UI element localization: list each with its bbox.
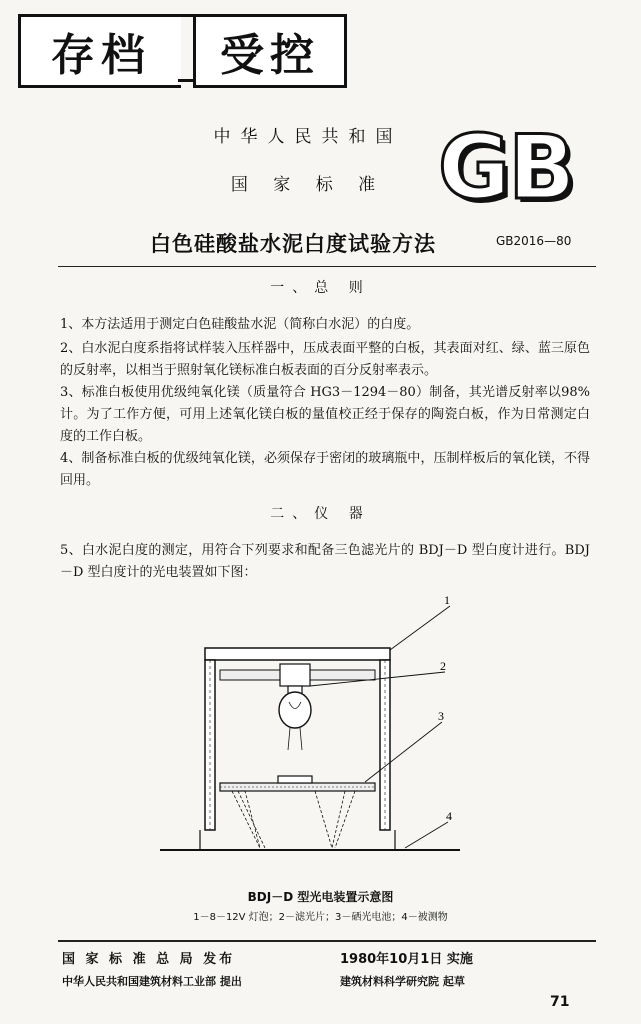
paragraph-3: 3、标准白板使用优级纯氧化镁（质量符合 HG3－1294－80）制备，其光谱反射率以98%计。为了工作方便，可用上述氧化镁白板的量值校正经于保存的陶瓷白板，作为日常测定白度的工作白板。 (60, 385, 590, 444)
figure-legend: 1－8－12V 灯泡；2－滤光片；3－硒光电池；4－被测物 (193, 912, 448, 923)
paragraph-1: 1、本方法适用于测定白色硅酸盐水泥（简称白水泥）的白度。 (60, 317, 420, 332)
standard-type: 国 家 标 准 (230, 175, 386, 195)
standard-number: GB2016—80 (496, 234, 572, 248)
photoelectric-device-diagram (150, 590, 470, 880)
paragraph-4: 4、制备标准白板的优级纯氧化镁，必须保存于密闭的玻璃瓶中，压制样板后的氧化镁，不得回用。 (60, 451, 590, 488)
label-2: 2 (440, 659, 446, 673)
stamp-divider (178, 14, 193, 82)
filter-plate (278, 776, 312, 783)
section-heading-general: 一、总 则 (270, 280, 371, 296)
figure-caption: BDJ－D 型光电装置示意图 (247, 890, 394, 904)
archive-stamp: 存档 (18, 14, 181, 88)
drafter: 建筑材料科学研究院 起草 (340, 975, 465, 988)
issue-date: 1980年10月1日 实施 (340, 952, 473, 967)
document-title: 白色硅酸盐水泥白度试验方法 (150, 232, 436, 256)
label-4: 4 (446, 809, 452, 823)
label-1: 1 (444, 593, 450, 607)
gb-logo: GB (438, 116, 574, 219)
country-name: 中华人民共和国 (213, 127, 403, 147)
paragraph-2: 2、白水泥白度系指将试样装入压样器中，压成表面平整的白板，其表面对红、绿、蓝三原色的反射率，以相当于照射氧化镁标准白板表面的百分反射率表示。 (60, 341, 590, 378)
page-number: 71 (550, 994, 570, 1010)
paragraph-5: 5、白水泥白度的测定，用符合下列要求和配备三色滤光片的 BDJ－D 型白度计进行。BDJ－D 型白度计的光电装置如下图： (60, 543, 590, 580)
label-3: 3 (438, 709, 444, 723)
issuer: 国 家 标 准 总 局 发布 (62, 952, 236, 967)
proposer: 中华人民共和国建筑材料工业部 提出 (62, 975, 242, 988)
footer-rule (58, 940, 596, 942)
lamp-bulb-icon (279, 692, 311, 728)
top-wall (205, 648, 390, 660)
header-rule (58, 266, 596, 267)
section-heading-instruments: 二、仪 器 (270, 506, 371, 522)
controlled-stamp: 受控 (193, 14, 347, 88)
